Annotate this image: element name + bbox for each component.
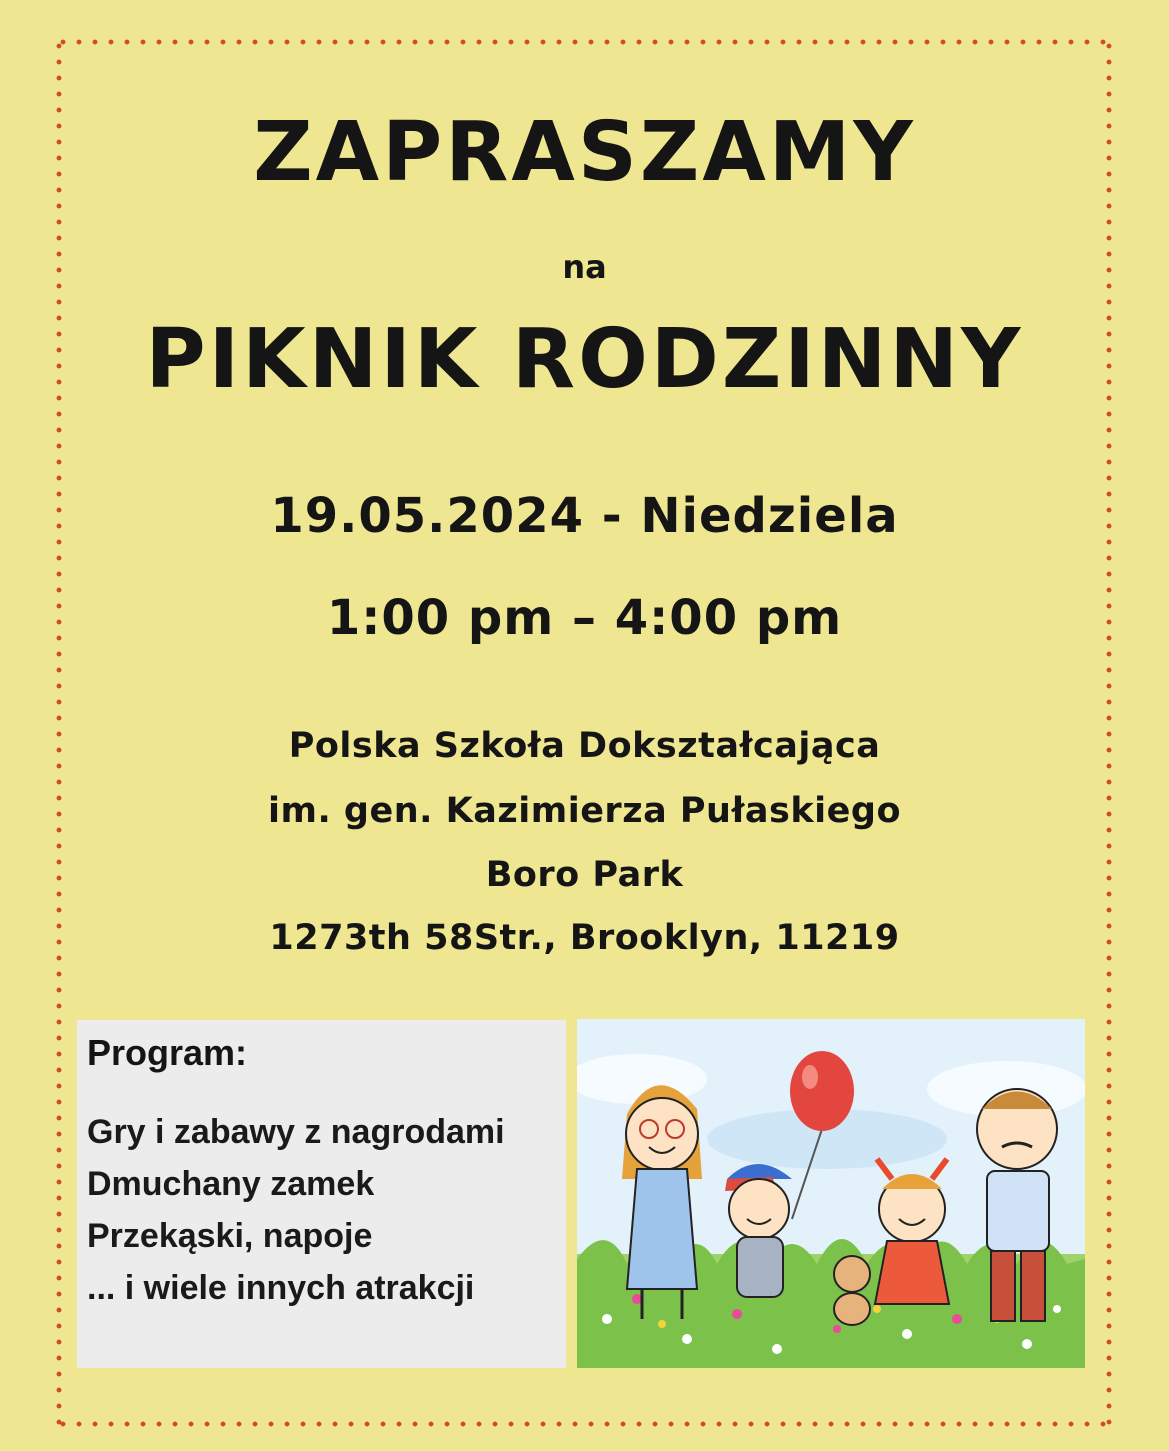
address-line-school: Polska Szkoła Dokształcająca <box>288 726 881 766</box>
event-time: 1:00 pm – 4:00 pm <box>326 590 843 646</box>
program-list <box>87 1106 505 1314</box>
program-item: ... i wiele innych atrakcji <box>87 1269 475 1307</box>
title-heading: ZAPRASZAMY <box>253 105 916 200</box>
program-box <box>77 1020 566 1368</box>
program-item: Dmuchany zamek <box>87 1165 375 1203</box>
connector-text: na <box>562 248 607 286</box>
program-item: Przekąski, napoje <box>87 1217 373 1255</box>
address-line-street: 1273th 58Str., Brooklyn, 11219 <box>269 918 900 958</box>
address-line-neighborhood: Boro Park <box>485 855 684 895</box>
event-name: PIKNIK RODZINNY <box>145 312 1024 407</box>
program-item: Gry i zabawy z nagrodami <box>87 1113 505 1151</box>
address-line-patron: im. gen. Kazimierza Pułaskiego <box>267 791 901 831</box>
program-heading: Program: <box>87 1032 248 1073</box>
event-date: 19.05.2024 - Niedziela <box>270 488 899 544</box>
family-illustration <box>577 1019 1085 1368</box>
family-picnic-image <box>577 1019 1085 1368</box>
